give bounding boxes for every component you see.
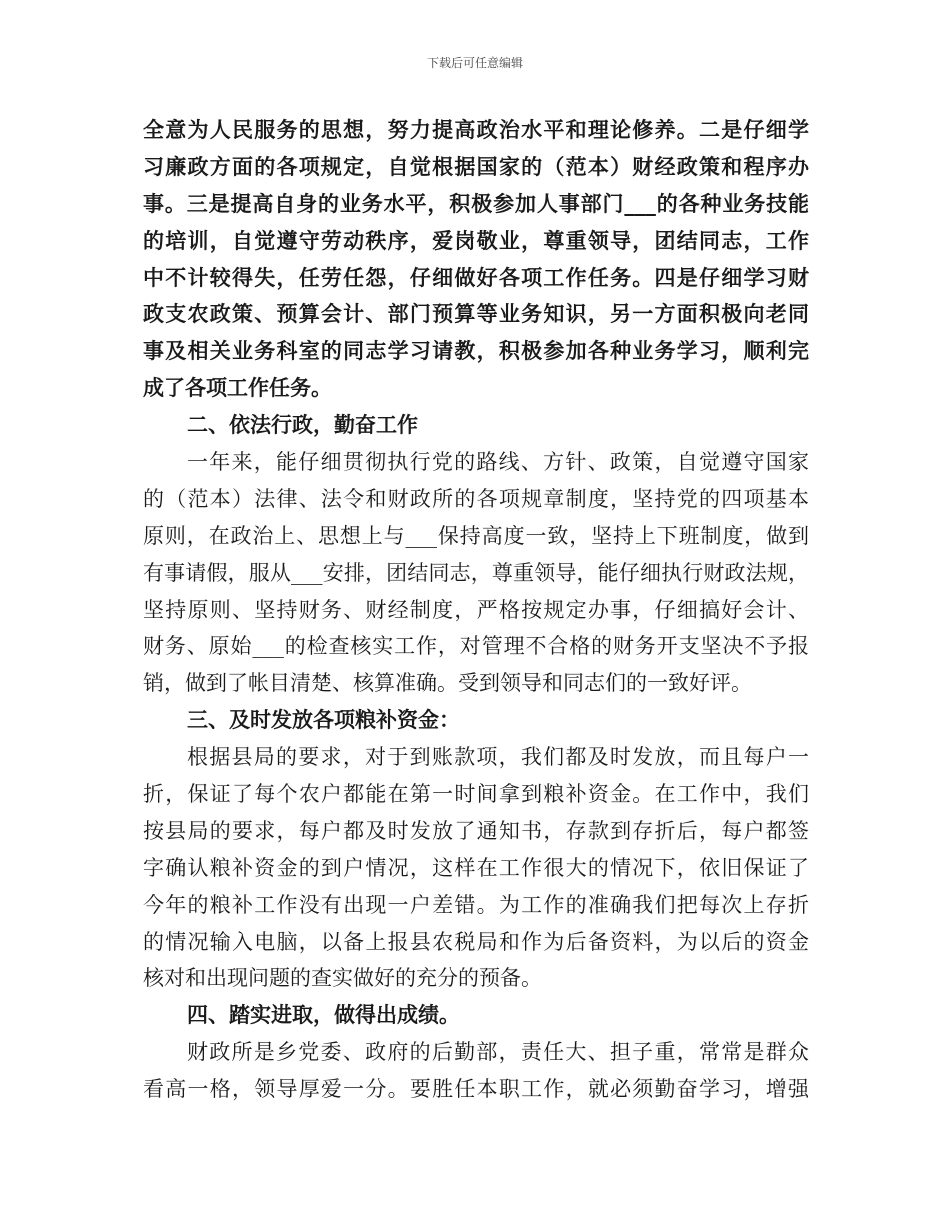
text-line: 二、依法行政，勤奋工作 [187, 412, 418, 438]
section-heading [143, 997, 809, 1034]
paragraph [143, 1034, 809, 1108]
text-line: 中不计较得失，任劳任怨，仔细做好各项工作任务。四是仔细学习财 [143, 264, 809, 290]
paragraph [143, 444, 809, 702]
text-line: 三、及时发放各项粮补资金： [187, 707, 460, 733]
text-line: 财务、原始___的检查核实工作，对管理不合格的财务开支坚决不予报 [143, 634, 809, 659]
text-line: 根据县局的要求，对于到账款项，我们都及时发放，而且每户一 [187, 745, 809, 770]
text-line: 一年来，能仔细贯彻执行党的路线、方针、政策，自觉遵守国家 [187, 450, 809, 475]
section-heading [143, 702, 809, 739]
text-line: 核对和出现问题的查实做好的充分的预备。 [143, 966, 542, 991]
text-line: 按县局的要求，每户都及时发放了通知书，存款到存折后，每户都签 [143, 818, 809, 843]
text-line: 字确认粮补资金的到户情况，这样在工作很大的情况下，依旧保证了 [143, 855, 809, 880]
text-line: 折，保证了每个农户都能在第一时间拿到粮补资金。在工作中，我们 [143, 782, 809, 807]
text-line: 的培训，自觉遵守劳动秩序，爱岗敬业，尊重领导，团结同志，工作 [143, 227, 809, 253]
text-line: 政支农政策、预算会计、部门预算等业务知识，另一方面积极向老同 [143, 301, 809, 327]
paragraph [143, 112, 809, 407]
text-line: 事及相关业务科室的同志学习请教，积极参加各种业务学习，顺利完 [143, 338, 809, 364]
text-line: 的（范本）法律、法令和财政所的各项规章制度，坚持党的四项基本 [143, 486, 809, 511]
text-line: 习廉政方面的各项规定，自觉根据国家的（范本）财经政策和程序办 [143, 153, 809, 179]
text-line: 事。三是提高自身的业务水平，积极参加人事部门___的各种业务技能 [143, 190, 809, 216]
text-line: 销，做到了帐目清楚、核算准确。受到领导和同志们的一致好评。 [143, 671, 752, 696]
page-header: 下载后可任意编辑 [426, 56, 523, 70]
text-line: 坚持原则、坚持财务、财经制度，严格按规定办事，仔细搞好会计、 [143, 597, 809, 622]
text-line: 全意为人民服务的思想，努力提高政治水平和理论修养。二是仔细学 [143, 117, 809, 142]
text-line: 今年的粮补工作没有出现一户差错。为工作的准确我们把每次上存折 [143, 892, 809, 917]
text-line: 看高一格，领导厚爱一分。要胜任本职工作，就必须勤奋学习，增强 [143, 1077, 809, 1102]
text-line: 的情况输入电脑，以备上报县农税局和作为后备资料，为以后的资金 [143, 929, 809, 954]
section-heading [143, 407, 809, 444]
document-body [143, 112, 809, 1108]
text-line: 原则，在政治上、思想上与___保持高度一致，坚持上下班制度，做到 [143, 523, 809, 548]
text-line: 有事请假，服从___安排，团结同志，尊重领导，能仔细执行财政法规， [143, 560, 809, 585]
text-line: 四、踏实进取，做得出成绩。 [187, 1002, 460, 1028]
paragraph [143, 739, 809, 997]
text-line: 成了各项工作任务。 [143, 375, 332, 401]
text-line: 财政所是乡党委、政府的后勤部，责任大、担子重，常常是群众 [187, 1040, 809, 1065]
